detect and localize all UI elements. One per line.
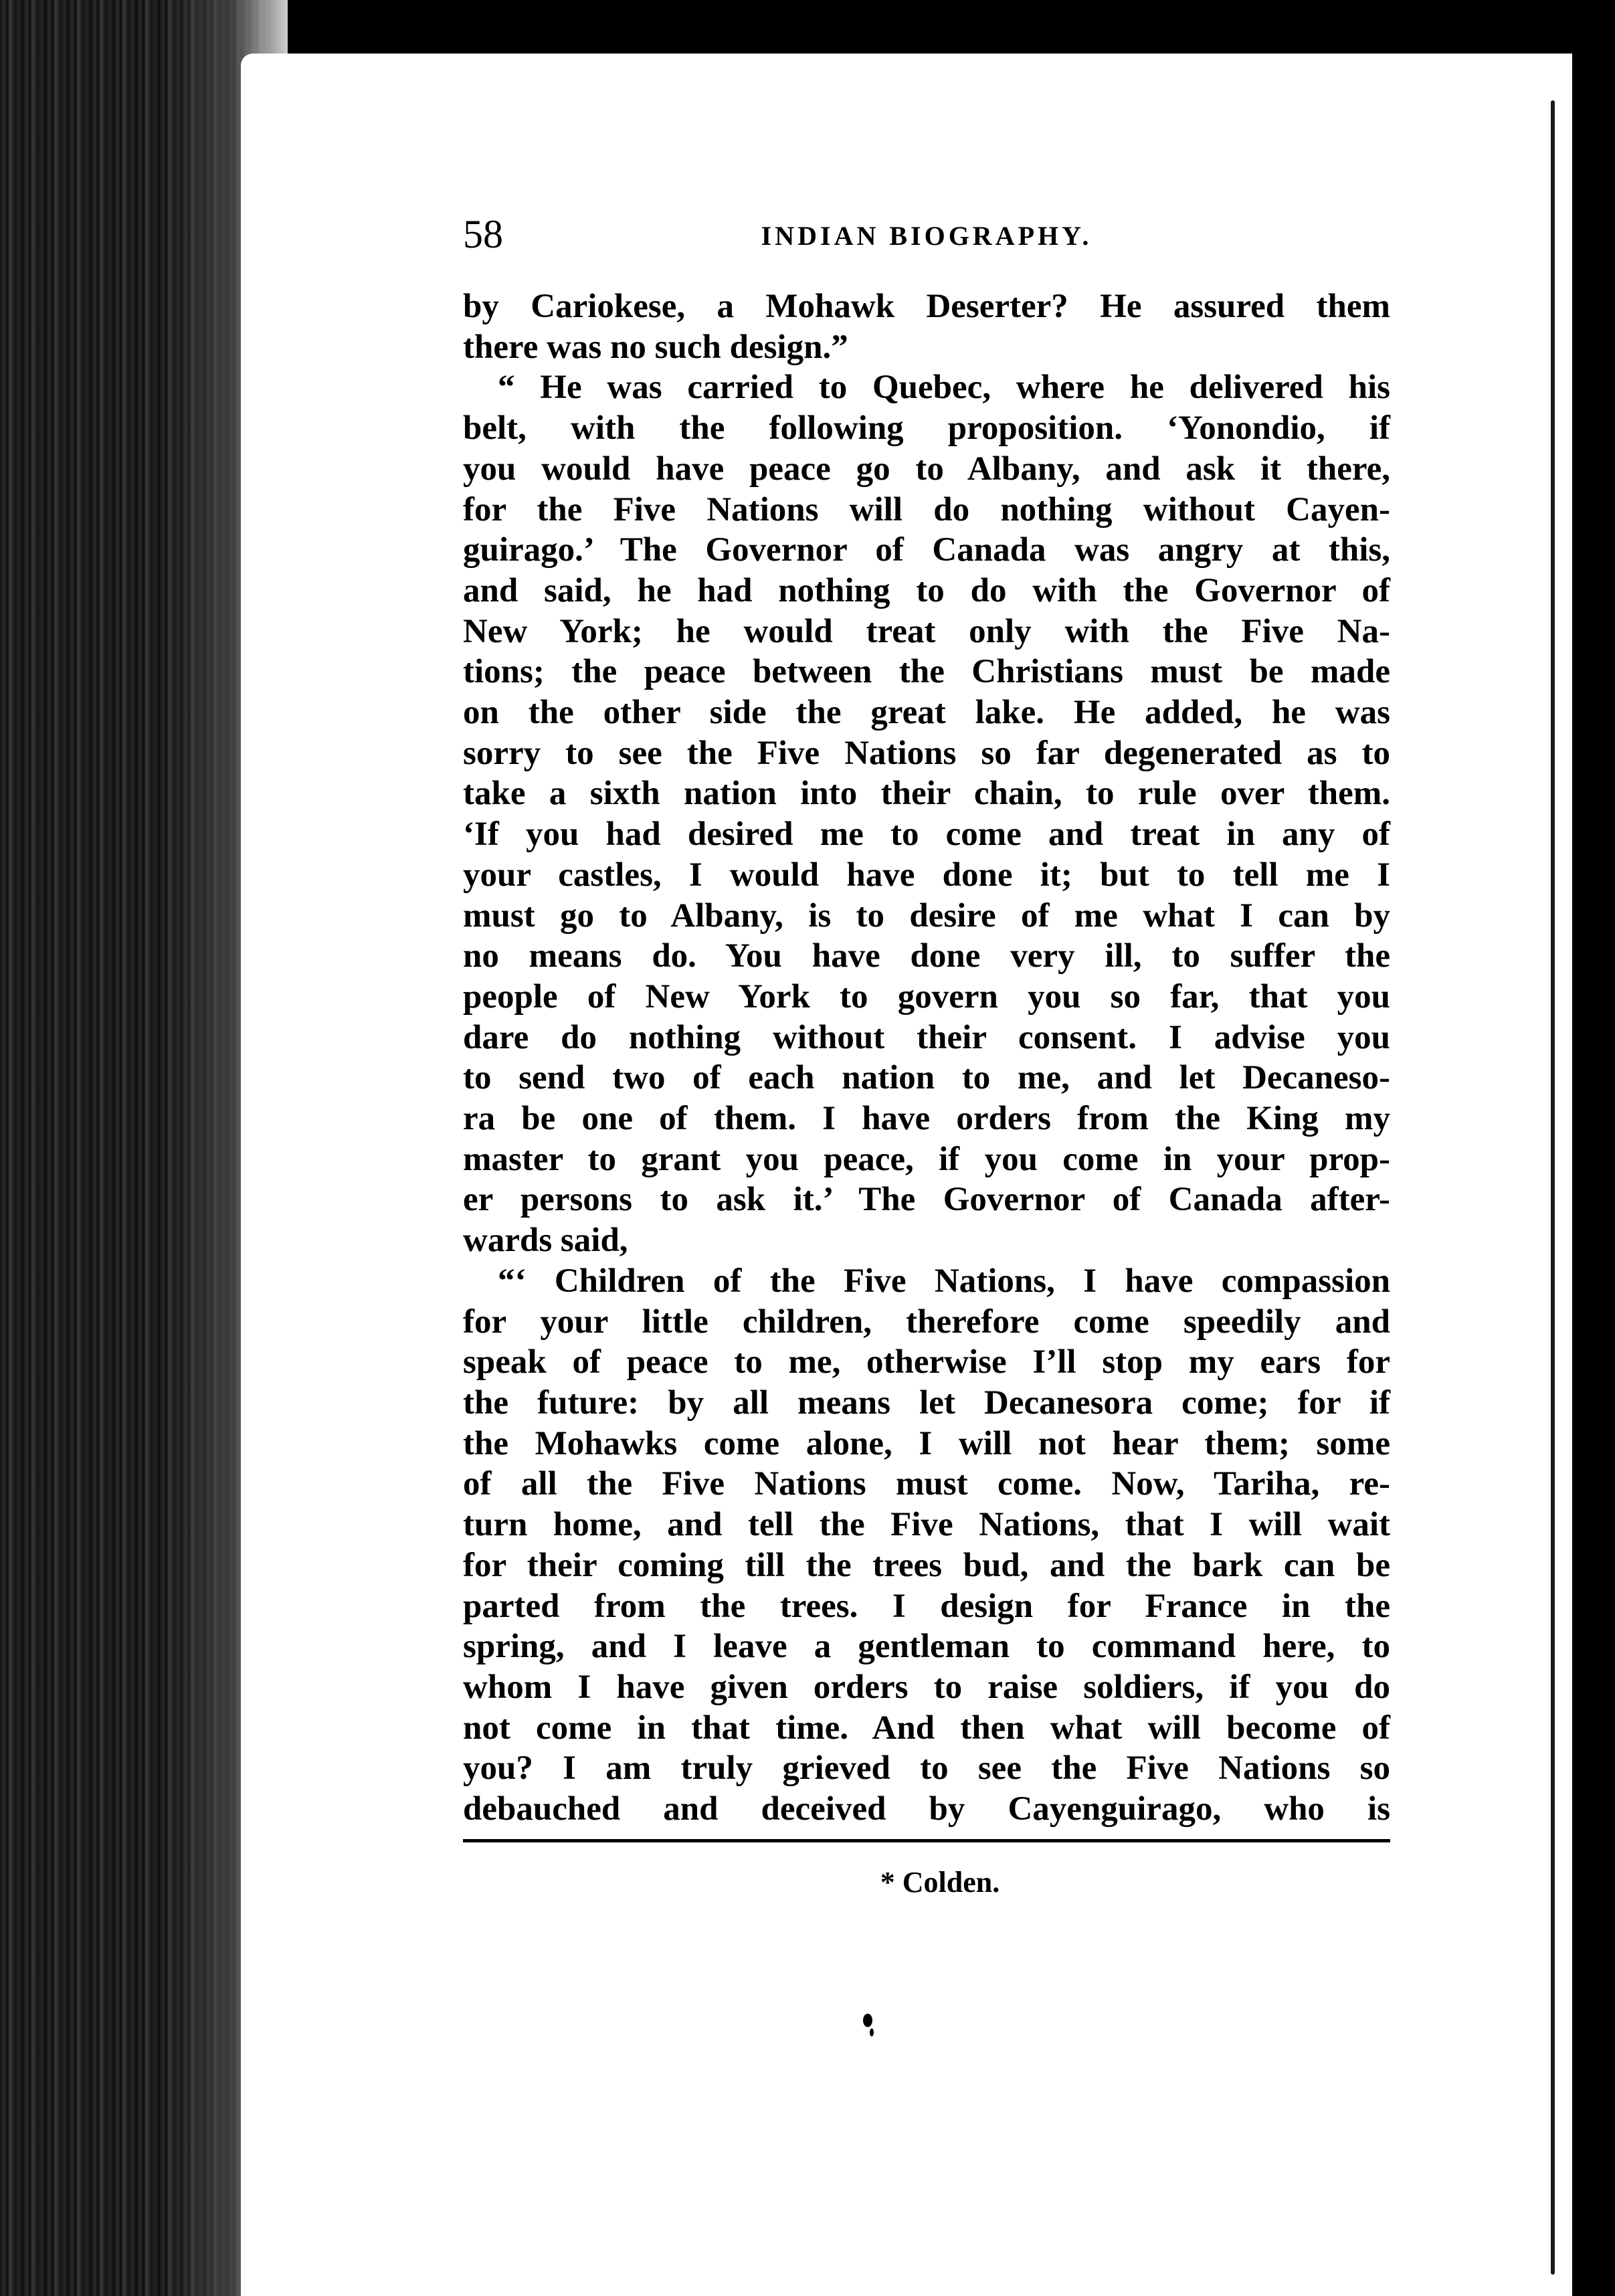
text-line: your castles, I would have done it; but to tell me I <box>463 856 1390 894</box>
text-line: for your little children, therefore come speedily and <box>463 1303 1390 1341</box>
page-edge <box>1551 100 1555 2275</box>
footnote: * Colden. <box>880 1865 1000 1899</box>
text-line: to send two of each nation to me, and let Decaneso- <box>463 1059 1390 1097</box>
text-line: whom I have given orders to raise soldiers, if you do <box>463 1668 1390 1706</box>
text-line: not come in that time. And then what will become of <box>463 1709 1390 1747</box>
text-line: must go to Albany, is to desire of me what I can by <box>463 896 1390 935</box>
running-head <box>463 207 1390 261</box>
text-line: speak of peace to me, otherwise I’ll stop my ears for <box>463 1343 1390 1381</box>
text-line: parted from the trees. I design for France in the <box>463 1587 1390 1625</box>
text-line: debauched and deceived by Cayenguirago, who is <box>463 1790 1390 1828</box>
text-line: for the Five Nations will do nothing without Cayen- <box>463 490 1390 529</box>
text-line: people of New York to govern you so far, that you <box>463 977 1390 1016</box>
text-line: of all the Five Nations must come. Now, Tariha, re- <box>463 1465 1390 1503</box>
text-line: there was no such design.” <box>463 328 848 366</box>
text-line: for their coming till the trees bud, and the bark can be <box>463 1546 1390 1584</box>
text-line: take a sixth nation into their chain, to rule over them. <box>463 775 1390 813</box>
text-line: turn home, and tell the Five Nations, that I will wait <box>463 1506 1390 1544</box>
text-line: you? I am truly grieved to see the Five Nations so <box>463 1749 1390 1788</box>
scan-speck <box>863 2014 872 2027</box>
text-line: sorry to see the Five Nations so far degenerated as to <box>463 734 1390 772</box>
text-line: ra be one of them. I have orders from the King my <box>463 1100 1390 1138</box>
text-line: er persons to ask it.’ The Governor of Canada after- <box>463 1181 1390 1219</box>
text-line: tions; the peace between the Christians must be made <box>463 653 1390 691</box>
text-line: dare do nothing without their consent. I advise you <box>463 1018 1390 1056</box>
text-line: belt, with the following proposition. ‘Yonondio, if <box>463 409 1390 448</box>
text-line: no means do. You have done very ill, to suffer the <box>463 937 1390 975</box>
text-line: ‘If you had desired me to come and treat in any of <box>463 816 1390 854</box>
text-line: on the other side the great lake. He added, he was <box>463 694 1390 732</box>
page-header: INDIAN BIOGRAPHY. <box>761 221 1092 251</box>
footnote-rule <box>463 1839 1390 1842</box>
body-text <box>463 286 1390 1830</box>
text-block <box>463 207 1390 1899</box>
text-line: “‘ Children of the Five Nations, I have compassion <box>498 1262 1390 1300</box>
text-line: guirago.’ The Governor of Canada was angry at this, <box>463 531 1390 569</box>
text-line: and said, he had nothing to do with the Governor of <box>463 571 1390 609</box>
text-line: New York; he would treat only with the Five Na- <box>463 612 1390 650</box>
text-line: wards said, <box>463 1222 628 1260</box>
text-line: master to grant you peace, if you come in your prop- <box>463 1140 1390 1178</box>
scan-speck <box>870 2028 874 2036</box>
text-line: the future: by all means let Decanesora come; for if <box>463 1383 1390 1422</box>
text-line: spring, and I leave a gentleman to command here, to <box>463 1628 1390 1666</box>
text-line: “ He was carried to Quebec, where he delivered his <box>498 369 1390 407</box>
page-number: 58 <box>463 212 503 256</box>
text-line: you would have peace go to Albany, and ask it there, <box>463 450 1390 488</box>
text-line: the Mohawks come alone, I will not hear them; some <box>463 1424 1390 1462</box>
text-line: by Cariokese, a Mohawk Deserter? He assured them <box>463 288 1390 325</box>
